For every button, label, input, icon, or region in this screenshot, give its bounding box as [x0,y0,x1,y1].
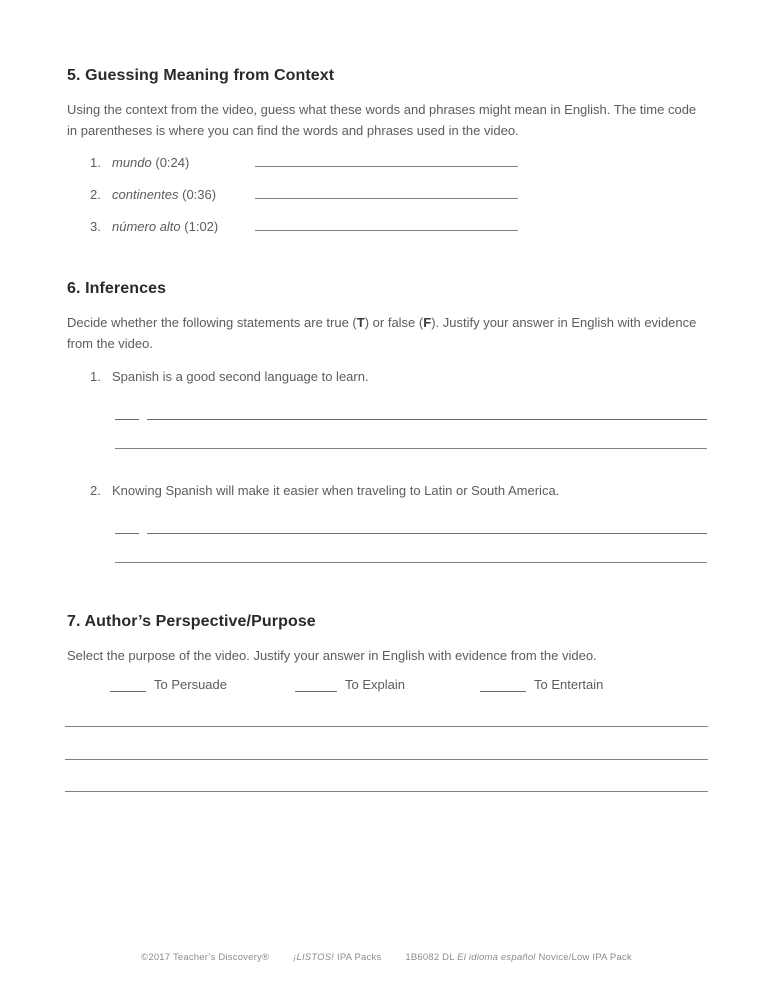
page-footer [0,952,773,963]
vocab-item-mundo [67,153,707,185]
answer-line [255,153,518,167]
worksheet-content [67,66,707,792]
footer-series [293,952,381,963]
statement-2-answer-row-2 [67,545,707,563]
vocab-term-word: mundo [112,155,152,170]
section7-instructions: Select the purpose of the video. Justify your answer in English with evidence from the video. [67,648,597,663]
vocab-timecode: (1:02) [180,219,219,234]
footer-product-code [405,952,631,963]
item-number: 1. [90,369,101,384]
statement-1-answer-row-2 [67,431,707,449]
instr-text: ). Justify your answer in English with evidence from the video. [67,315,697,351]
vocab-timecode: (0:24) [151,155,190,170]
statement-1-answer-row [67,402,707,420]
option-label: To Explain [345,677,405,692]
vocab-term-word: continentes [112,187,179,202]
option-blank [480,691,526,692]
true-letter: T [356,315,365,330]
vocab-term [112,155,255,170]
option-to-explain [295,677,480,692]
code-post: Novice/Low IPA Pack [535,952,632,963]
answer-line [255,217,518,231]
tf-answer-blank [115,533,139,534]
series-title: ¡LISTOS! [293,952,335,963]
vocab-term [112,187,255,202]
code-title: El idioma español [457,952,536,963]
option-to-entertain [480,677,603,692]
vocab-term-word: número alto [112,219,181,234]
justification-line [147,533,707,534]
statement-1 [67,368,707,386]
answer-line [255,185,518,199]
statement-2-answer-row [67,516,707,534]
code-pre: 1B6082 DL [405,952,458,963]
item-number: 3. [90,219,101,234]
justification-line [65,791,708,792]
series-rest: IPA Packs [334,952,382,963]
item-number: 1. [90,155,101,170]
vocab-list [67,153,707,249]
vocab-item-continentes [67,185,707,217]
option-blank [295,691,337,692]
justification-line [147,419,707,420]
option-label: To Entertain [534,677,604,692]
vocab-item-numero-alto [67,217,707,249]
item-number: 2. [90,483,101,498]
instr-text: Decide whether the following statements are true ( [67,315,357,330]
section5-heading: 5. Guessing Meaning from Context [67,67,335,84]
justification-line [115,448,707,449]
instr-text: ) or false ( [364,315,424,330]
vocab-term [112,219,255,234]
statement-2 [67,482,707,500]
option-label: To Persuade [154,677,227,692]
section-authors-purpose [67,612,707,792]
section6-heading: 6. Inferences [67,280,167,297]
justification-line [65,759,708,760]
statement-text: Knowing Spanish will make it easier when traveling to Latin or South America. [112,483,560,498]
false-letter: F [423,315,432,330]
option-to-persuade [110,677,295,692]
tf-answer-blank [115,419,139,420]
footer-copyright: ©2017 Teacher’s Discovery® [141,952,270,963]
item-number: 2. [90,187,101,202]
section6-instructions [67,312,707,354]
vocab-timecode: (0:36) [178,187,217,202]
section5-instructions: Using the context from the video, guess what these words and phrases might mean in English. The time code in parentheses is where you can find the words and phrases used in the video. [67,102,697,138]
statement-text: Spanish is a good second language to learn. [112,369,369,384]
justification-line [115,562,707,563]
section-inferences [67,279,707,563]
justification-line [65,726,708,727]
section-guessing-meaning [67,66,707,249]
option-blank [110,691,146,692]
purpose-options [67,676,707,692]
section7-heading: 7. Author’s Perspective/Purpose [67,613,316,630]
